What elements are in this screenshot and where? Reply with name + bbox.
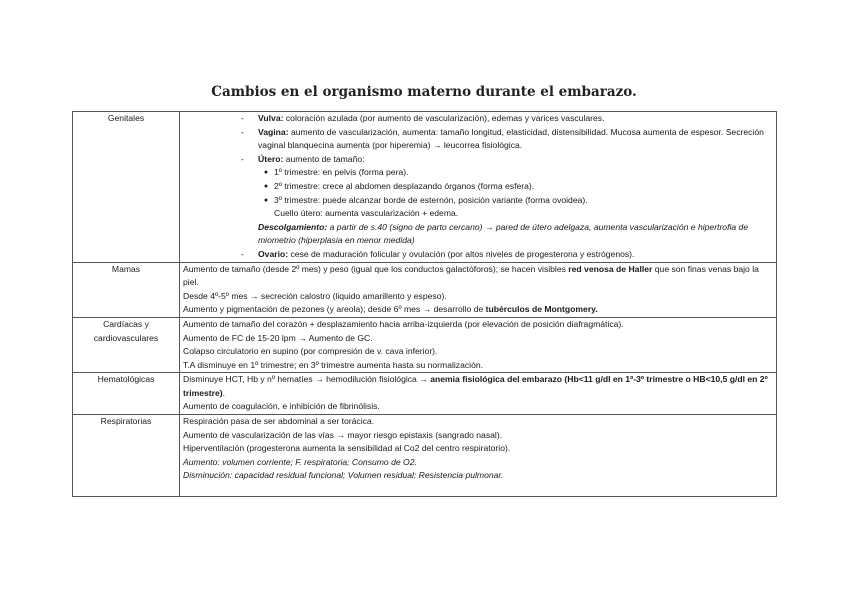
vagina-label: Vagina: — [258, 126, 289, 137]
bullet-icon: ● — [263, 196, 269, 204]
dash-marker: - — [241, 248, 244, 259]
list-item-ovario — [241, 248, 773, 262]
category-genitales: Genitales — [73, 112, 180, 263]
cardiacas-line: Colapso circulatorio en supino (por compresión de v. cava inferior). — [183, 346, 438, 357]
vulva-text: coloración azulada (por aumento de vascularización), edemas y varices vasculares. — [283, 113, 605, 123]
descolgamiento-line: Descolgamiento: a partir de s.40 (signo de parto cercano) → pared de útero adelgaza, aumenta vascularización e hipertrofia de miometrio (hiperplasia en menor medida) — [258, 221, 749, 246]
cardiacas-line: T.A disminuye en 1º trimestre; en 3º trimestre aumenta hasta su normalización. — [183, 359, 484, 370]
category-mamas: Mamas — [73, 262, 180, 317]
list-item-utero — [241, 153, 773, 167]
ovario-text: cese de maduración folicular y ovulación (por altos niveles de progesterona y estrógenos). — [288, 248, 635, 259]
utero-label: Útero: — [258, 153, 284, 164]
respiratorias-line: Aumento de vascularización de las vías → mayor riesgo epistaxis (sangrado nasal). — [183, 429, 503, 440]
content-hematologicas — [180, 373, 777, 415]
table-row-mamas — [73, 262, 777, 317]
cuello-line: Cuello útero: aumenta vascularización + edema. — [274, 208, 459, 219]
dash-marker: - — [241, 126, 244, 137]
content-cardiacas — [180, 317, 777, 372]
mamas-line-3: Aumento y pigmentación de pezones (y areola); desde 6º mes → desarrollo de tubérculos de Montgomery. — [183, 304, 598, 315]
table-row-cardiacas — [73, 317, 777, 372]
dash-marker: - — [241, 153, 244, 164]
bullet-icon: ● — [263, 169, 269, 177]
ovario-label: Ovario: — [258, 248, 289, 259]
respiratorias-line: Hiperventilación (progesterona aumenta la sensibilidad al Co2 del centro respiratorio). — [183, 443, 511, 454]
list-item: ● 3º trimestre: puede alcanzar borde de esternón, posición variante (forma ovoidea). — [258, 194, 773, 208]
list-item: ● 2º trimestre: crece al abdomen desplazando órganos (forma esfera). — [258, 180, 773, 194]
content-genitales — [180, 112, 777, 263]
respiratorias-line: Respiración pasa de ser abdominal a ser torácica. — [183, 416, 375, 427]
hematologicas-line-2: Aumento de coagulación, e inhibición de fibrinólisis. — [183, 401, 380, 412]
vagina-text: aumento de vascularización, aumenta: tamaño longitud, elasticidad, distensibilidad. Mucosa aumenta de espesor. Secreción vaginal blanquecina aumenta (por hiperemia) → leucorrea fisiológica. — [258, 126, 764, 151]
utero-text: aumento de tamaño: — [283, 153, 365, 164]
category-cardiacas: Cardíacas y cardiovasculares — [73, 317, 180, 372]
hematologicas-line-1: Disminuye HCT, Hb y nº hematíes → hemodilución fisiológica → anemia fisiológica del embarazo (Hb<11 g/dl en 1º-3º trimestre o HB<10,5 g/dl en 2º trimestre). — [183, 374, 768, 398]
cardiacas-line: Aumento de tamaño del corazón + desplazamiento hacia arriba-izquierda (por elevación de posición diafragmática). — [183, 318, 624, 329]
table-row-hematologicas — [73, 373, 777, 415]
content-respiratorias — [180, 415, 777, 497]
table-row-genitales — [73, 112, 777, 263]
vulva-label: Vulva: — [258, 113, 284, 123]
category-respiratorias: Respiratorias — [73, 415, 180, 497]
page-title: Cambios en el organismo materno durante el embarazo. — [211, 84, 637, 100]
list-item-vagina — [241, 126, 773, 153]
respiratorias-italic-line: Disminución: capacidad residual funcional; Volumen residual; Resistencia pulmonar. — [183, 470, 504, 481]
bullet-icon: ● — [263, 182, 269, 190]
changes-table — [72, 111, 777, 497]
category-hematologicas: Hematológicas — [73, 373, 180, 415]
mamas-line-1: Aumento de tamaño (desde 2º mes) y peso (igual que los conductos galactóforos); se hacen visibles red venosa de Haller que son finas venas bajo la piel. — [183, 263, 759, 288]
dash-marker: - — [241, 113, 244, 123]
respiratorias-italic-line: Aumento: volumen corriente; F. respiratoria; Consumo de O2. — [183, 456, 417, 467]
cardiacas-line: Aumento de FC de 15-20 lpm → Aumento de GC. — [183, 332, 373, 343]
mamas-line-2: Desde 4º-5º mes → secreción calostro (liquido amarillento y espeso). — [183, 290, 447, 301]
list-item-vulva — [241, 112, 773, 126]
table-row-respiratorias — [73, 415, 777, 497]
list-item: ● 1º trimestre: en pelvis (forma pera). — [258, 166, 773, 180]
content-mamas — [180, 262, 777, 317]
